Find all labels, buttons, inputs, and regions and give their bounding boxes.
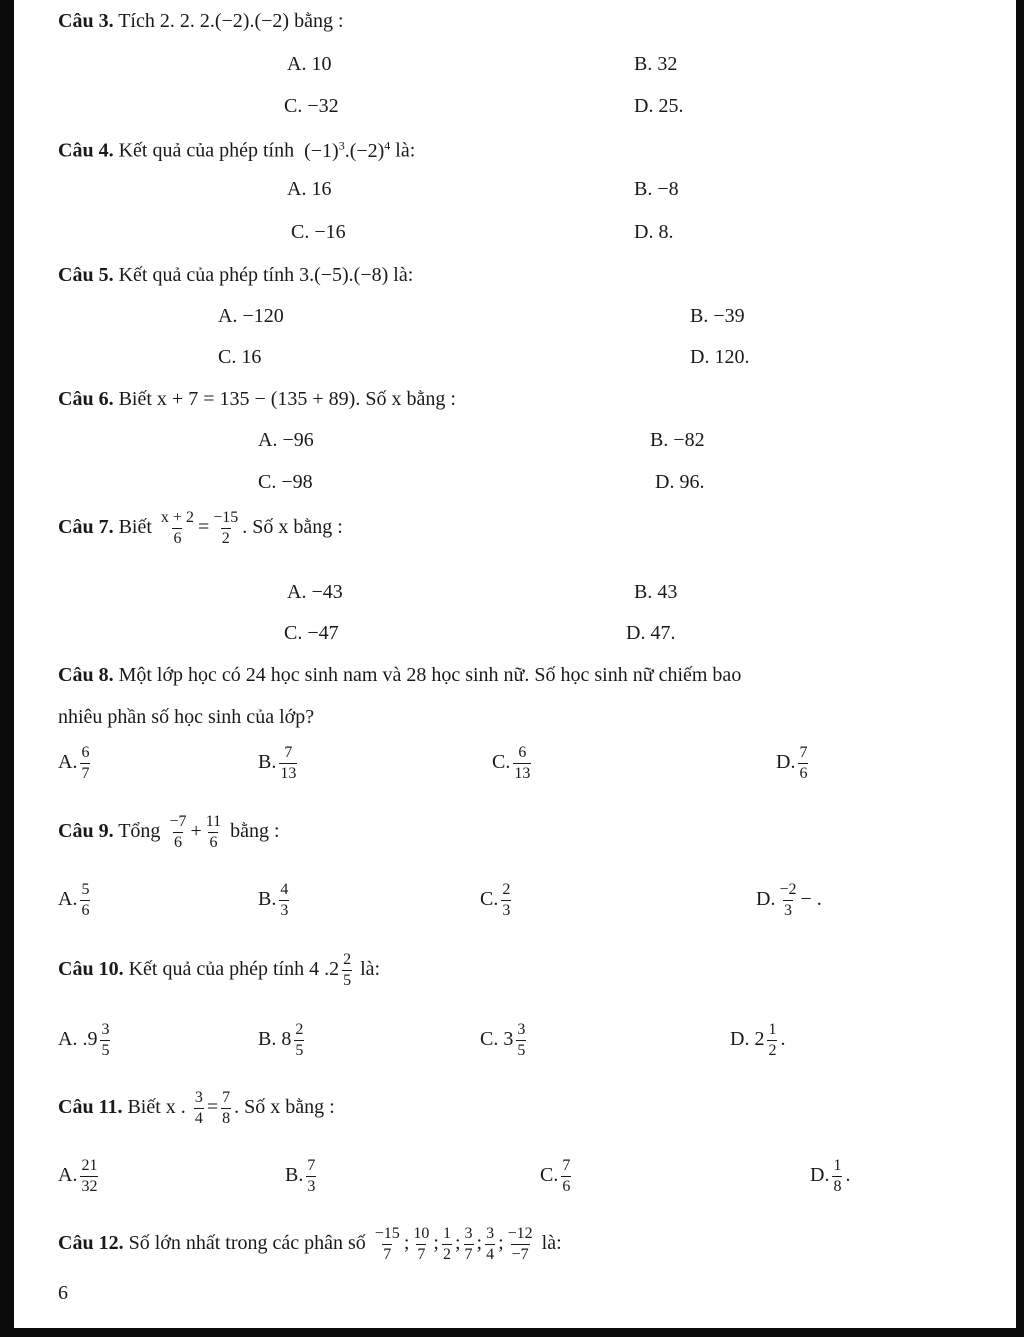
option-c: C. −32 xyxy=(284,95,339,117)
option-a: A. 10 xyxy=(287,53,332,75)
question-label: Câu 5. xyxy=(58,264,114,286)
option-d: D. 96. xyxy=(655,471,705,493)
question-label: Câu 3. xyxy=(58,10,114,32)
equals-sign: = xyxy=(206,1096,219,1119)
question-label: Câu 10. xyxy=(58,958,124,981)
option-b: B. −82 xyxy=(650,429,705,451)
option-d: D. $\frac{7}{6}$ xyxy=(776,744,808,782)
question-label: Câu 9. xyxy=(58,820,114,843)
question-text: Một lớp học có 24 học sinh nam và 28 học sinh nữ. Số học sinh nữ chiếm bao xyxy=(118,664,742,686)
question-text: Biết x . xyxy=(127,1096,186,1119)
question-text: Biết x + 7 = 135 − (135 + 89). Số x bằng : xyxy=(118,388,456,410)
question-text-end: là: xyxy=(360,958,381,981)
option-c: C. 3 $\frac{3}{5}$ xyxy=(480,1021,526,1059)
fraction: $\frac{x + 2}{6}$ xyxy=(160,509,194,547)
question-4 xyxy=(58,138,415,163)
option-c: C. −47 xyxy=(284,622,339,644)
question-text: Số lớn nhất trong các phân số xyxy=(128,1232,366,1255)
option-a: A. $\frac{5}{6}$ xyxy=(58,881,90,919)
question-8-continued: nhiêu phần số học sinh của lớp? xyxy=(58,706,315,728)
option-b: B. 32 xyxy=(634,53,678,75)
question-label: Câu 12. xyxy=(58,1232,124,1255)
option-b: B. $\frac{7}{13}$ xyxy=(258,744,297,782)
option-b: B. −39 xyxy=(690,305,745,327)
question-label: Câu 8. xyxy=(58,664,114,686)
option-b: B. 43 xyxy=(634,581,678,603)
option-a: A. −43 xyxy=(287,581,343,603)
left-border xyxy=(0,0,14,1337)
question-text-end: . Số x bằng : xyxy=(234,1096,335,1119)
question-text: Biết xyxy=(118,516,152,539)
fraction-list: $\frac{-15}{7}$ ; $\frac{10}{7}$ ; $\frac{1}{2}$ ; $\frac{3}{7}$ ; $\frac{3}{4}$ ; $\frac{-12}{-7}$ xyxy=(374,1225,533,1263)
question-8 xyxy=(58,664,741,687)
question-text: Kết quả của phép tính xyxy=(118,139,295,162)
option-a: A. $\frac{21}{32}$ xyxy=(58,1157,98,1195)
option-d: D. 25. xyxy=(634,95,684,117)
fraction: $\frac{3}{4}$ xyxy=(194,1089,203,1127)
option-c: C. $\frac{7}{6}$ xyxy=(540,1157,571,1195)
option-d: D. $\frac{-2}{3}$ − . xyxy=(756,881,822,919)
option-a: A. .9 $\frac{3}{5}$ xyxy=(58,1021,110,1059)
question-7 xyxy=(58,510,343,547)
question-3 xyxy=(58,10,344,33)
question-text: Kết quả của phép tính xyxy=(128,958,305,981)
question-9 xyxy=(58,814,280,851)
fraction: $\frac{-7}{6}$ xyxy=(169,813,187,851)
fraction: $\frac{11}{6}$ xyxy=(205,813,222,851)
math-expression: $(-1)^3.(-2)^4$ xyxy=(304,138,391,162)
question-label: Câu 6. xyxy=(58,388,114,410)
option-d: D. $\frac{1}{8}$ . xyxy=(810,1157,851,1195)
option-c: C. $\frac{2}{3}$ xyxy=(480,881,511,919)
question-12 xyxy=(58,1226,562,1263)
question-label: Câu 11. xyxy=(58,1096,123,1119)
multiplier: 4 . xyxy=(309,958,330,981)
question-text: Tích 2. 2. 2.(−2).(−2) bằng : xyxy=(118,10,344,32)
option-a: A. −96 xyxy=(258,429,314,451)
option-d: D. 120. xyxy=(690,346,750,368)
mixed-number: 2 $\frac{2}{5}$ xyxy=(329,951,352,989)
option-c: C. −98 xyxy=(258,471,313,493)
question-label: Câu 4. xyxy=(58,139,114,162)
option-c: C. −16 xyxy=(291,221,346,243)
right-border xyxy=(1016,0,1024,1337)
question-text-end: là: xyxy=(541,1232,562,1255)
bottom-border xyxy=(0,1328,1024,1337)
option-b: B. $\frac{7}{3}$ xyxy=(285,1157,316,1195)
option-d: D. 2 $\frac{1}{2}$ . xyxy=(730,1021,786,1059)
question-label: Câu 7. xyxy=(58,516,114,539)
plus-sign: + xyxy=(190,820,202,843)
option-a: A. 16 xyxy=(287,178,332,200)
option-d: D. 47. xyxy=(626,622,676,644)
fraction: $\frac{7}{8}$ xyxy=(222,1089,231,1127)
question-10 xyxy=(58,952,380,989)
question-text: Kết quả của phép tính 3.(−5).(−8) là: xyxy=(118,264,414,286)
question-text-end: . Số x bằng : xyxy=(242,516,343,539)
question-5 xyxy=(58,264,413,287)
question-text-end: là: xyxy=(395,139,416,162)
option-b: B. −8 xyxy=(634,178,679,200)
option-c: C. 16 xyxy=(218,346,262,368)
option-d: D. 8. xyxy=(634,221,674,243)
question-text: Tổng xyxy=(118,820,161,843)
fraction: $\frac{-15}{2}$ xyxy=(213,509,239,547)
option-a: A. $\frac{6}{7}$ xyxy=(58,744,90,782)
equals-sign: = xyxy=(197,516,210,539)
option-a: A. −120 xyxy=(218,305,284,327)
option-c: C. $\frac{6}{13}$ xyxy=(492,744,531,782)
question-text-end: bằng : xyxy=(230,820,280,843)
option-b: B. $\frac{4}{3}$ xyxy=(258,881,289,919)
page-number: 6 xyxy=(58,1282,68,1304)
question-6 xyxy=(58,388,456,411)
question-11 xyxy=(58,1090,335,1127)
option-b: B. 8 $\frac{2}{5}$ xyxy=(258,1021,304,1059)
